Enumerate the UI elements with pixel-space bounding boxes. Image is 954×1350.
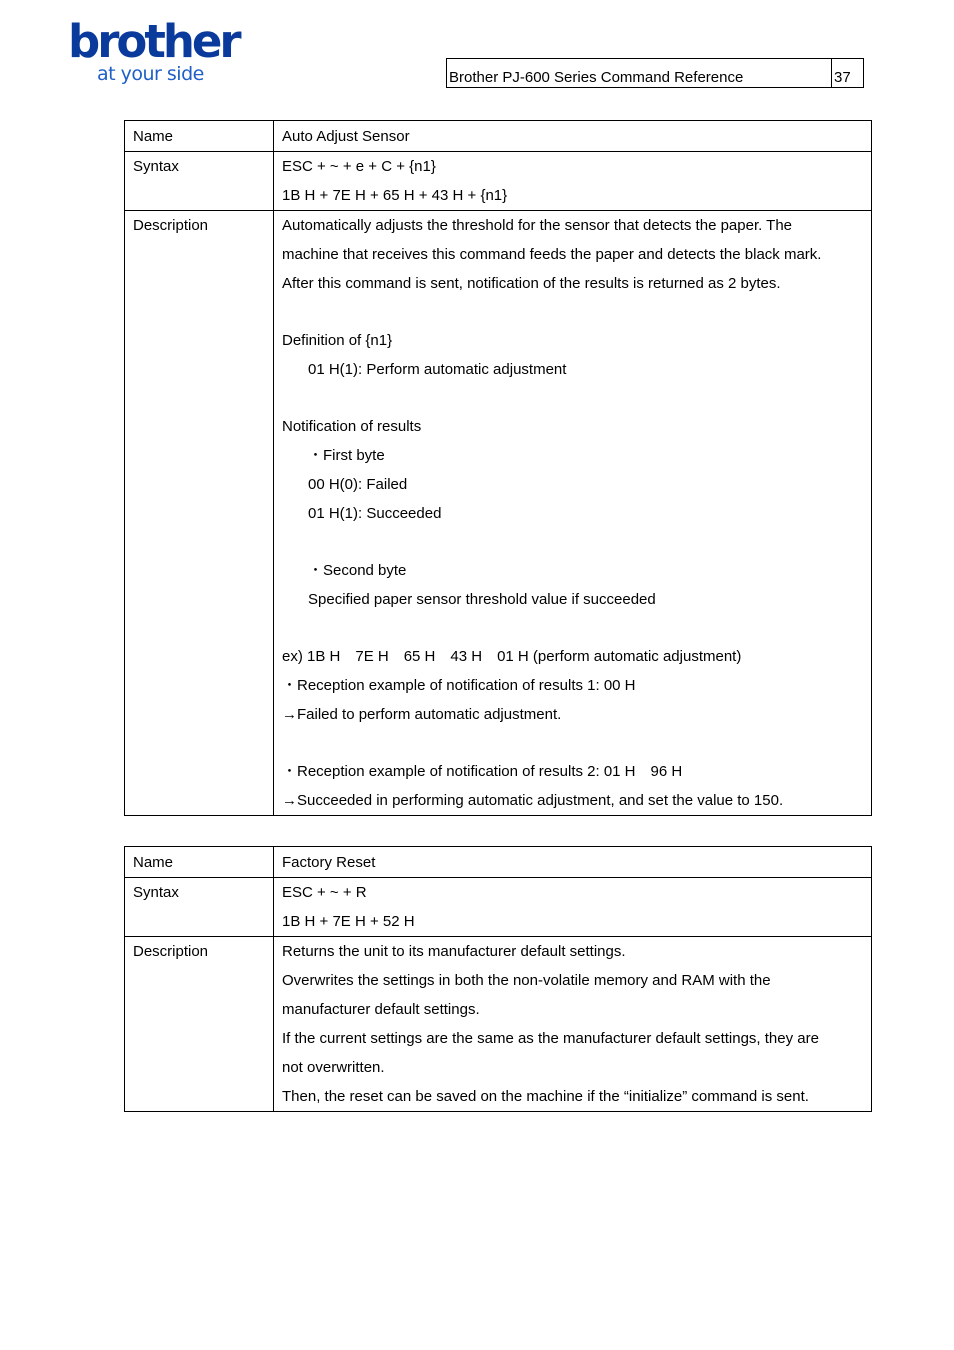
syntax-escape-sequence: ESC + ~ + e + C + {n1} xyxy=(282,158,436,175)
first-byte-value: 01 H(1): Succeeded xyxy=(308,505,442,522)
reception-result-2: →Succeeded in performing automatic adjustment, and set the value to 150. xyxy=(282,792,784,809)
description-value-cell xyxy=(274,211,872,816)
syntax-value-cell xyxy=(274,878,872,937)
syntax-hex-sequence: 1B H + 7E H + 52 H xyxy=(282,913,415,930)
description-row xyxy=(125,211,872,816)
description-row xyxy=(125,937,872,1112)
syntax-label: Syntax xyxy=(133,158,179,175)
syntax-label-cell xyxy=(125,152,274,211)
syntax-escape-sequence: ESC + ~ + R xyxy=(282,884,367,901)
reception-example-1: ・Reception example of notification of results 1: 00 H xyxy=(282,677,636,694)
second-byte-heading: ・Second byte xyxy=(308,562,407,579)
command-table-factory-reset xyxy=(124,846,872,1112)
definition-item: 01 H(1): Perform automatic adjustment xyxy=(308,361,567,378)
syntax-row xyxy=(125,152,872,211)
description-value-cell xyxy=(274,937,872,1112)
description-line: Then, the reset can be saved on the machine if the “initialize” command is sent. xyxy=(282,1088,809,1105)
description-label-cell xyxy=(125,211,274,816)
logo-wordmark: brother xyxy=(68,15,239,68)
notification-heading: Notification of results xyxy=(282,418,422,435)
syntax-label: Syntax xyxy=(133,884,179,901)
first-byte-heading: ・First byte xyxy=(308,447,385,464)
brother-logo xyxy=(68,15,239,88)
description-line: After this command is sent, notification of the results is returned as 2 bytes. xyxy=(282,275,781,292)
description-line: Returns the unit to its manufacturer default settings. xyxy=(282,943,626,960)
command-table-auto-adjust-sensor xyxy=(124,120,872,816)
description-line: Overwrites the settings in both the non-volatile memory and RAM with the xyxy=(282,972,771,989)
command-name: Factory Reset xyxy=(282,854,376,871)
command-name: Auto Adjust Sensor xyxy=(282,128,410,145)
syntax-value-cell xyxy=(274,152,872,211)
document-title: Brother PJ-600 Series Command Reference xyxy=(449,69,744,86)
document-header xyxy=(446,58,864,88)
description-line: not overwritten. xyxy=(282,1059,385,1076)
description-line: If the current settings are the same as the manufacturer default settings, they are xyxy=(282,1030,819,1047)
name-label-cell xyxy=(125,847,274,878)
syntax-row xyxy=(125,878,872,937)
description-line: Automatically adjusts the threshold for the sensor that detects the paper. The xyxy=(282,217,793,234)
description-label: Description xyxy=(133,943,209,960)
name-label: Name xyxy=(133,854,174,871)
logo-tagline: at your side xyxy=(97,63,204,85)
description-label: Description xyxy=(133,217,209,234)
description-line: machine that receives this command feeds the paper and detects the black mark. xyxy=(282,246,822,263)
description-line: manufacturer default settings. xyxy=(282,1001,480,1018)
definition-heading: Definition of {n1} xyxy=(282,332,393,349)
name-row xyxy=(125,847,872,878)
header-divider xyxy=(831,59,832,87)
syntax-label-cell xyxy=(125,878,274,937)
first-byte-value: 00 H(0): Failed xyxy=(308,476,408,493)
reception-example-2: ・Reception example of notification of results 2: 01 H 96 H xyxy=(282,763,683,780)
reception-result-1: →Failed to perform automatic adjustment. xyxy=(282,706,562,723)
second-byte-value: Specified paper sensor threshold value if succeeded xyxy=(308,591,656,608)
name-value-cell xyxy=(274,121,872,152)
syntax-hex-sequence: 1B H + 7E H + 65 H + 43 H + {n1} xyxy=(282,187,508,204)
description-label-cell xyxy=(125,937,274,1112)
page-number: 37 xyxy=(834,69,851,86)
name-row xyxy=(125,121,872,152)
name-label: Name xyxy=(133,128,174,145)
name-value-cell xyxy=(274,847,872,878)
name-label-cell xyxy=(125,121,274,152)
example-line: ex) 1B H 7E H 65 H 43 H 01 H (perform automatic adjustment) xyxy=(282,648,742,665)
